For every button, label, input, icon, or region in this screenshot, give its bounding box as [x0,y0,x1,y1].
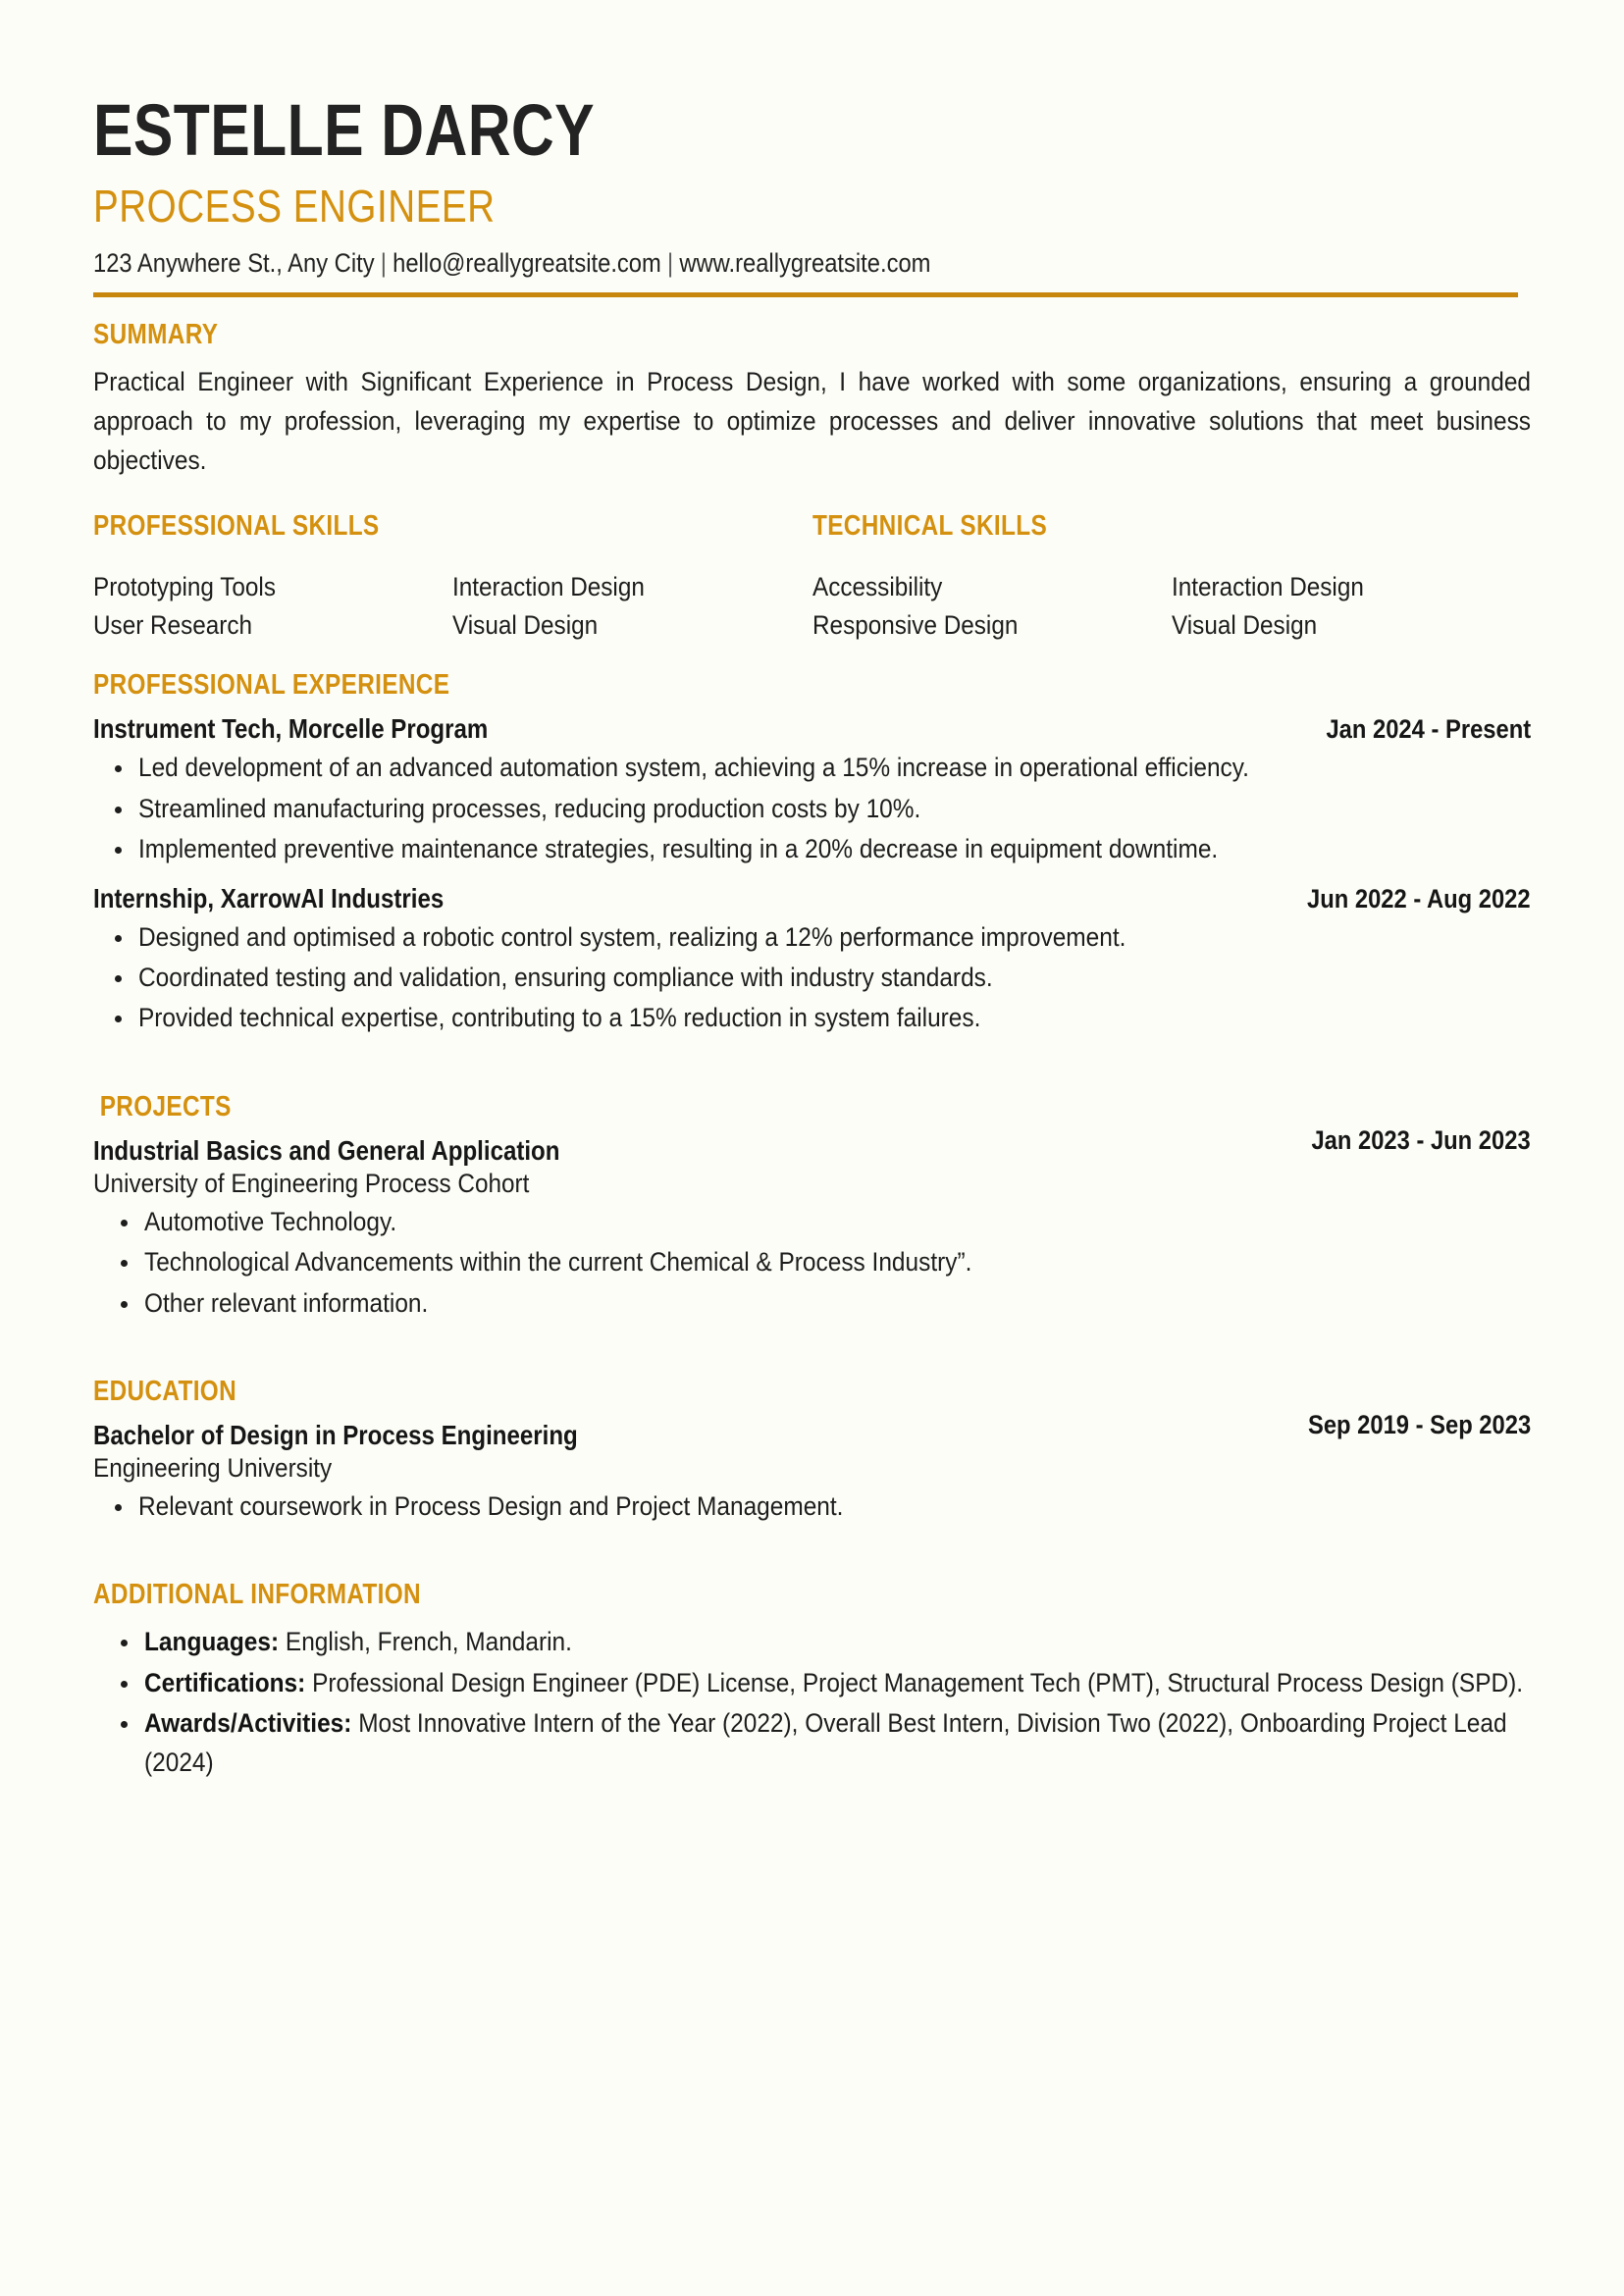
skill-item: User Research [93,609,253,640]
section-heading-experience: PROFESSIONAL EXPERIENCE [93,669,450,702]
bullet-text: Other relevant information. [144,1287,429,1318]
bullet-item [93,749,1531,787]
experience-entry-header [93,713,1531,745]
info-label: Awards/Activities: [144,1708,352,1739]
experience-entry-header [93,883,1531,914]
experience-job-title: Internship, XarrowAI Industries [93,882,445,913]
education-entry [93,1410,1531,1526]
skill-item: Interaction Design [452,571,646,601]
contact-separator-2: | [666,247,674,278]
technical-skills-column-2 [1172,568,1531,645]
section-heading-technical-skills: TECHNICAL SKILLS [812,509,1047,542]
project-entry-header [93,1124,1531,1199]
bullet-item [93,1487,1531,1526]
header-divider [93,292,1518,297]
project-entry [93,1124,1531,1323]
education-entry-header [93,1410,1531,1484]
skill-item: Interaction Design [1171,571,1364,601]
skill-item: Responsive Design [812,609,1018,640]
section-heading-education: EDUCATION [93,1376,237,1408]
candidate-job-title: PROCESS ENGINEER [93,181,496,233]
experience-bullet-list [93,918,1531,1038]
bullet-text: Designed and optimised a robotic control system, realizing a 12% performance improvement. [138,921,1126,952]
technical-skills-block [812,510,1532,645]
education-date-range: Sep 2019 - Sep 2023 [1307,1410,1531,1440]
bullet-text: Relevant coursework in Process Design and Project Management. [138,1491,844,1522]
bullet-item [93,790,1531,828]
info-value: Professional Design Engineer (PDE) License, Project Management Tech (PMT), Structural Process Design (SPD). [305,1667,1524,1697]
bullet-text: Automotive Technology. [144,1206,397,1236]
bullet-text: Led development of an advanced automation system, achieving a 15% increase in operational efficiency. [138,753,1249,783]
bullet-item [93,959,1531,997]
experience-entry [93,883,1531,1038]
bullet-text: Streamlined manufacturing processes, reducing production costs by 10%. [138,793,921,823]
candidate-name: ESTELLE DARCY [93,89,596,171]
education-bullet-list [93,1487,1531,1526]
project-title: Industrial Basics and General Application [93,1134,560,1166]
project-subtitle: University of Engineering Process Cohort [93,1168,530,1198]
bullet-text [144,1664,1531,1702]
experience-date-range: Jan 2024 - Present [1326,714,1531,745]
bullet-item [93,1623,1531,1661]
spacer [93,1336,1531,1376]
section-heading-summary: SUMMARY [93,318,219,350]
bullet-text: Implemented preventive maintenance strategies, resulting in a 20% decrease in equipment downtime. [138,834,1219,864]
spacer [93,1052,1531,1091]
contact-separator-1: | [380,247,387,278]
skill-item: Visual Design [1171,609,1317,640]
professional-skills-grid [93,568,812,645]
skill-item: Prototyping Tools [93,571,276,601]
section-heading-professional-skills: PROFESSIONAL SKILLS [93,509,380,542]
bullet-text [144,1704,1531,1782]
bullet-item [93,830,1531,868]
bullet-text: Coordinated testing and validation, ensuring compliance with industry standards. [138,963,993,992]
skill-item: Visual Design [452,609,599,640]
experience-job-title: Instrument Tech, Morcelle Program [93,713,489,745]
education-institution: Engineering University [93,1453,333,1484]
info-label: Languages: [144,1627,280,1657]
info-value: English, French, Mandarin. [279,1627,572,1657]
spacer [93,1539,1531,1579]
professional-skills-column-1 [93,568,452,645]
additional-information-list [93,1623,1531,1782]
technical-skills-column-1 [812,568,1172,645]
bullet-item [93,1284,1531,1323]
resume-content [93,89,1532,1796]
project-bullet-list [93,1203,1531,1323]
bullet-text: Provided technical expertise, contributing to a 15% reduction in system failures. [138,1003,981,1033]
skill-item: Accessibility [812,571,942,601]
info-value: Most Innovative Intern of the Year (2022), Overall Best Intern, Division Two (2022), Onboarding Project Lead (2024) [144,1708,1507,1777]
bullet-item [93,1243,1531,1281]
contact-address: 123 Anywhere St., Any City [93,247,375,278]
project-title-group [93,1135,636,1199]
contact-email[interactable]: hello@reallygreatsite.com [393,247,661,278]
contact-website[interactable]: www.reallygreatsite.com [679,247,931,278]
section-heading-projects: PROJECTS [99,1090,232,1122]
summary-text: Practical Engineer with Significant Experience in Process Design, I have worked with some organizations, ensuring a grounded approach to my profession, leveraging my expertise to optimize processes and deliver innovative solutions that meet business objectives. [93,366,1532,475]
bullet-item [93,918,1531,957]
experience-date-range: Jun 2022 - Aug 2022 [1307,883,1531,913]
technical-skills-grid [812,568,1532,645]
skills-section [93,510,1531,645]
education-title-group [93,1420,656,1484]
professional-skills-block [93,510,812,645]
experience-entry [93,713,1531,868]
bullet-item [93,1704,1531,1782]
contact-line [93,248,1358,279]
education-degree: Bachelor of Design in Process Engineering [93,1420,578,1451]
info-label: Certifications: [144,1667,306,1697]
professional-skills-column-2 [452,568,812,645]
bullet-text [144,1623,1531,1661]
bullet-item [93,1664,1531,1702]
section-heading-additional-information: ADDITIONAL INFORMATION [93,1579,421,1611]
bullet-text: Technological Advancements within the current Chemical & Process Industry”. [144,1247,972,1278]
experience-bullet-list [93,749,1531,868]
project-date-range: Jan 2023 - Jun 2023 [1311,1124,1531,1155]
bullet-item [93,999,1531,1037]
bullet-item [93,1203,1531,1241]
